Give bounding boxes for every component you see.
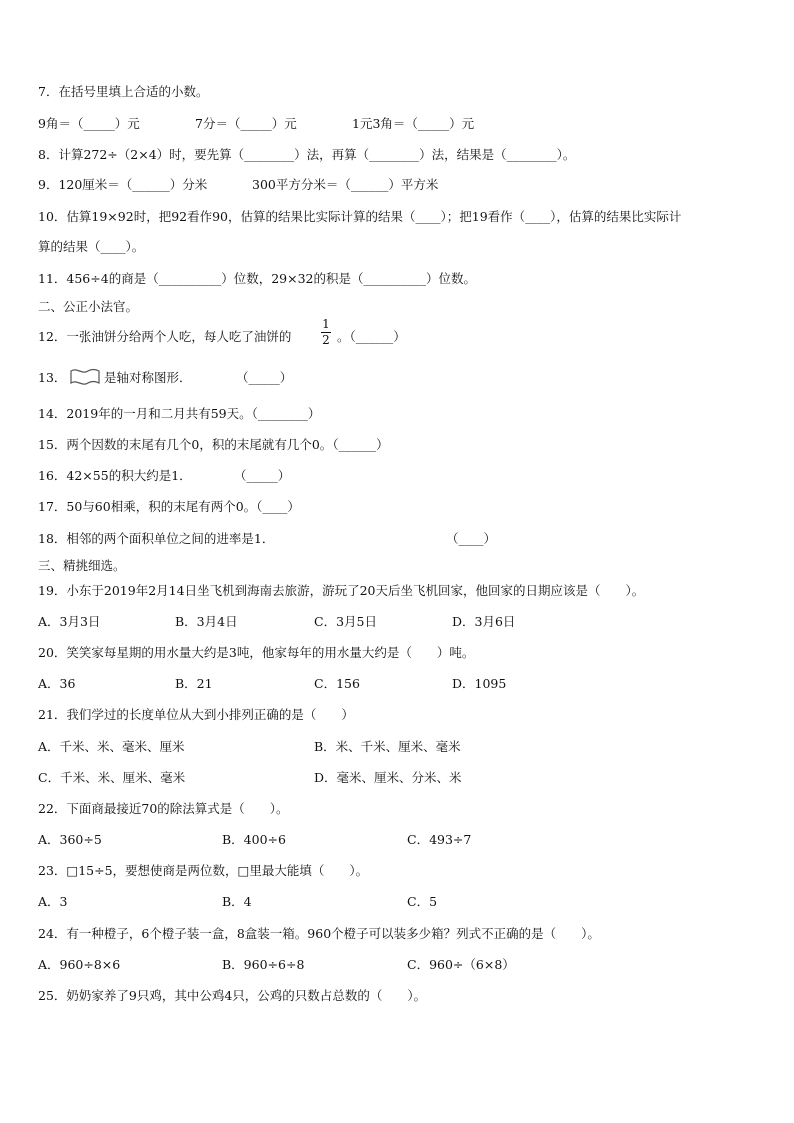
question-22-option-c: C．493÷7 <box>407 832 472 847</box>
question-7-part-a: 9角＝（_____）元 <box>38 116 140 131</box>
question-20-option-a: A．36 <box>38 676 76 691</box>
question-10-line-1: 10．估算19×92时，把92看作90，估算的结果比实际计算的结果（____）；把19看作（____），估算的结果比实际计 <box>38 209 682 224</box>
question-13-number: 13． <box>38 370 67 385</box>
question-21: 21．我们学过的长度单位从大到小排列正确的是（ ） <box>38 707 354 722</box>
question-25: 25．奶奶家养了9只鸡，其中公鸡4只，公鸡的只数占总数的（ ）。 <box>38 988 427 1003</box>
question-21-option-a: A．千米、米、毫米、厘米 <box>38 739 185 754</box>
question-8: 8．计算272÷（2×4）时，要先算（________）法，再算（________）法，结果是（________）。 <box>38 147 576 162</box>
fraction-numerator: 1 <box>322 317 330 331</box>
question-7-part-c: 1元3角＝（_____）元 <box>352 116 475 131</box>
question-13-text: 是轴对称图形． <box>104 370 192 385</box>
question-12-answer: 。（______） <box>337 329 406 344</box>
question-16-text: 16．42×55的积大约是1． <box>38 468 192 483</box>
question-21-option-d: D．毫米、厘米、分米、米 <box>314 770 462 785</box>
question-18-answer: （____） <box>446 531 497 546</box>
question-19-option-a: A．3月3日 <box>38 614 101 629</box>
question-12-text: 12．一张油饼分给两个人吃，每人吃了油饼的 <box>38 329 292 344</box>
question-10-line-2: 算的结果（____）。 <box>38 239 145 254</box>
question-19-option-d: D．3月6日 <box>452 614 516 629</box>
question-24-option-c: C．960÷（6×8） <box>407 957 515 972</box>
question-21-option-c: C．千米、米、厘米、毫米 <box>38 770 186 785</box>
question-24-option-b: B．960÷6÷8 <box>222 957 305 972</box>
question-19-option-c: C．3月5日 <box>314 614 377 629</box>
question-15: 15．两个因数的末尾有几个0，积的末尾就有几个0。（______） <box>38 437 389 452</box>
question-14: 14．2019年的一月和二月共有59天。（________） <box>38 406 321 421</box>
question-24-option-a: A．960÷8×6 <box>38 957 121 972</box>
question-22-option-a: A．360÷5 <box>38 832 102 847</box>
section-3-heading: 三、精挑细选。 <box>38 558 126 573</box>
question-9-part-b: 300平方分米＝（______）平方米 <box>252 177 439 192</box>
question-17: 17．50与60相乘，积的末尾有两个0。（____） <box>38 499 300 514</box>
question-22: 22．下面商最接近70的除法算式是（ ）。 <box>38 801 289 816</box>
question-23: 23．□15÷5，要想使商是两位数，□里最大能填（ ）。 <box>38 863 369 878</box>
question-11: 11．456÷4的商是（__________）位数，29×32的积是（__________）位数。 <box>38 271 476 286</box>
question-19-option-b: B．3月4日 <box>175 614 238 629</box>
question-18-text: 18．相邻的两个面积单位之间的进率是1． <box>38 531 275 546</box>
section-2-heading: 二、公正小法官。 <box>38 299 139 314</box>
question-20-option-b: B．21 <box>175 676 213 691</box>
question-21-option-b: B．米、千米、厘米、毫米 <box>314 739 461 754</box>
wavy-flag-icon <box>68 366 102 388</box>
question-22-option-b: B．400÷6 <box>222 832 286 847</box>
question-12-fraction <box>321 318 331 347</box>
question-13-answer: （_____） <box>236 370 293 385</box>
question-16-answer: （_____） <box>234 468 291 483</box>
question-19: 19．小东于2019年2月14日坐飞机到海南去旅游，游玩了20天后坐飞机回家，他回家的日期应该是（ ）。 <box>38 583 645 598</box>
question-7-part-b: 7分＝（_____）元 <box>195 116 297 131</box>
question-23-option-b: B．4 <box>222 894 252 909</box>
question-20: 20．笑笑家每星期的用水量大约是3吨，他家每年的用水量大约是（ ）吨。 <box>38 645 475 660</box>
question-24: 24．有一种橙子，6个橙子装一盒，8盒装一箱。960个橙子可以装多少箱？列式不正确的是（ ）。 <box>38 926 600 941</box>
question-7: 7．在括号里填上合适的小数。 <box>38 84 209 99</box>
question-20-option-c: C．156 <box>314 676 360 691</box>
question-9-part-a: 9．120厘米＝（______）分米 <box>38 177 208 192</box>
fraction-denominator: 2 <box>322 333 330 347</box>
question-23-option-c: C．5 <box>407 894 438 909</box>
question-23-option-a: A．3 <box>38 894 68 909</box>
question-20-option-d: D．1095 <box>452 676 507 691</box>
